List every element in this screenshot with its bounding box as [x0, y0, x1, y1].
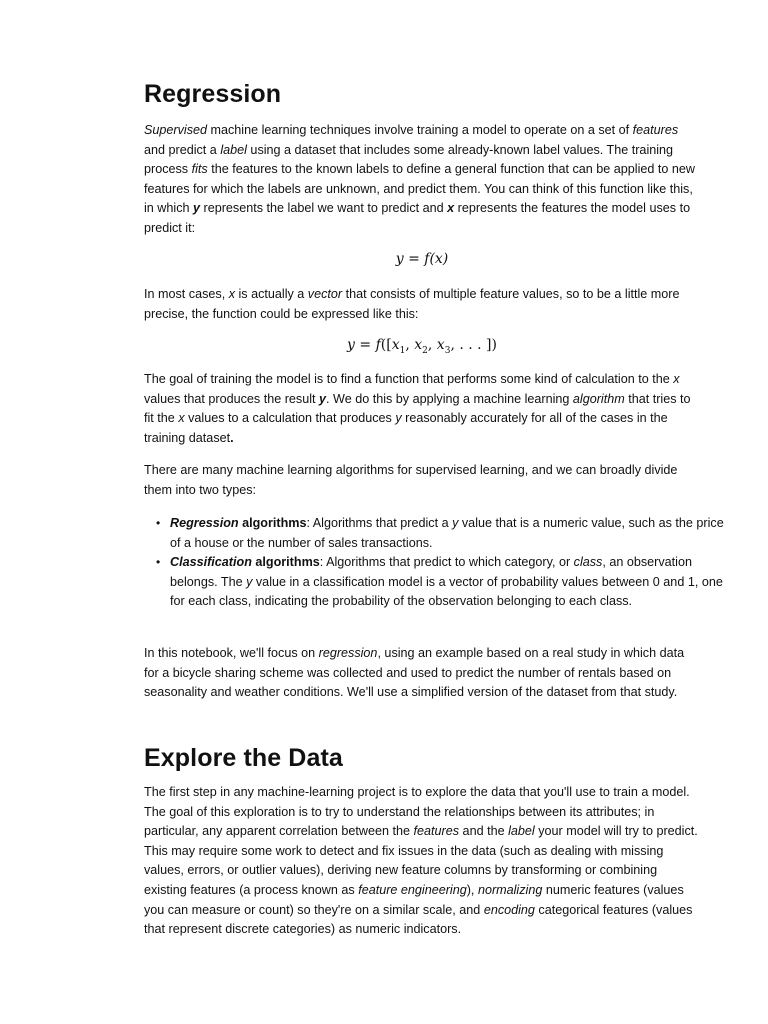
heading-explore-data: Explore the Data [144, 744, 343, 772]
paragraph-notebook-focus: In this notebook, we'll focus on regression, using an example based on a real study in which data for a bicycle sharing scheme was collected and used to predict the number of rentals based on seasonality and weather conditions. We'll use a simplified version of the dataset from that study. [144, 646, 685, 700]
list-item-regression: • Regression algorithms: Algorithms that predict a y value that is a numeric value, such as the price of a house or the number of sales transactions. [170, 514, 726, 553]
algorithm-type-list [144, 514, 726, 612]
equation-basic: y = f(x) [395, 251, 449, 267]
paragraph-explore: The first step in any machine-learning project is to explore the data that you'll use to train a model. The goal of this exploration is to try to understand the relationships between its attributes; in particular, any apparent correlation between the features and the label your model will try to predict. This may require some work to detect and fix issues in the data (such as dealing with missing values, errors, or outlier values), deriving new feature columns by transforming or combining existing features (a process known as feature engineering), normalizing numeric features (values you can measure or count) so they're on a similar scale, and encoding categorical features (values that represent discrete categories) as numeric indicators. [144, 785, 698, 937]
list-item-classification: • Classification algorithms: Algorithms that predict to which category, or class, an observation belongs. The y value in a classification model is a vector of probability values between 0 and 1, one for each class, indicating the probability of the observation belonging to each class. [170, 553, 726, 612]
equation-vector: $y = f([x_1$, $x_2$, $x_3$, . . . ]) [347, 337, 497, 356]
paragraph-algorithm-types: There are many machine learning algorithms for supervised learning, and we can broadly divide them into two types: [144, 463, 678, 497]
paragraph-vector: In most cases, x is actually a vector that consists of multiple feature values, so to be a little more precise, the function could be expressed like this: [144, 287, 680, 321]
paragraph-intro: Supervised machine learning techniques involve training a model to operate on a set of features and predict a label using a dataset that includes some already-known label values. The training process fits the features to the known labels to define a general function that can be applied to new features for which the labels are unknown, and predict them. You can think of this function like this, in which y represents the label we want to predict and x represents the features the model uses to predict it: [144, 123, 695, 235]
heading-regression: Regression [144, 80, 282, 108]
paragraph-training-goal: The goal of training the model is to find a function that performs some kind of calculation to the x values that produces the result y. We do this by applying a machine learning algorithm that tries to fit the x values to a calculation that produces y reasonably accurately for all of the cases in the training dataset. [144, 372, 691, 445]
